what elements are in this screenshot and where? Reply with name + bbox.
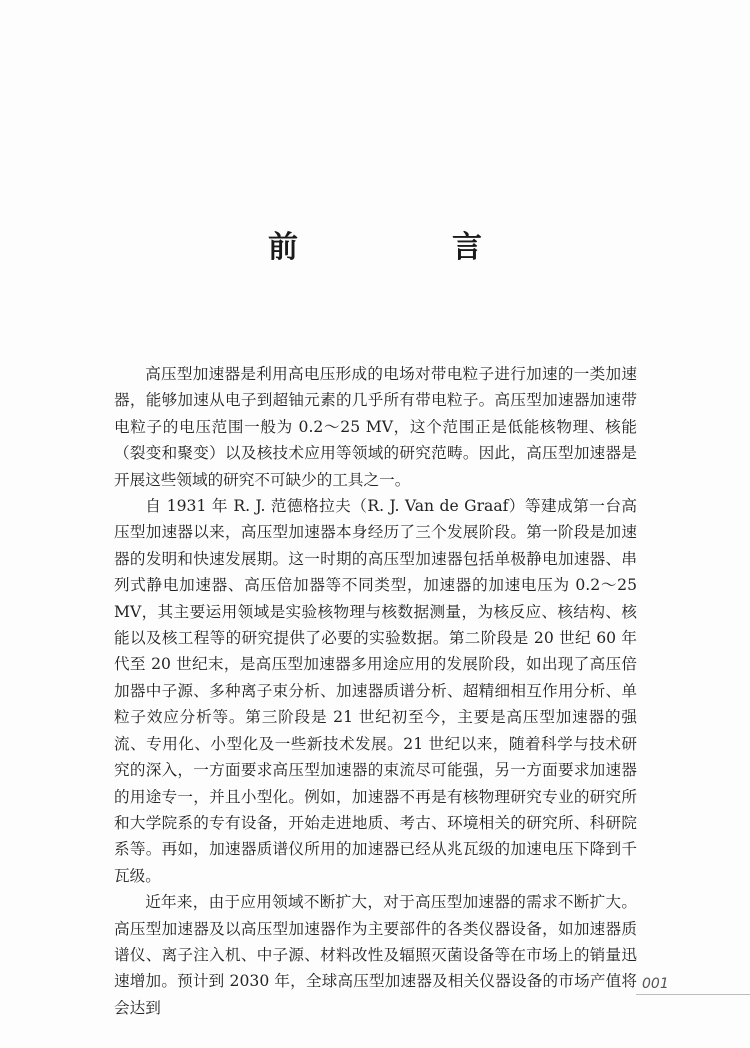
page-title: 前 言 [268, 230, 544, 265]
paragraph: 高压型加速器是利用高电压形成的电场对带电粒子进行加速的一类加速器，能够加速从电子到超铀元素的几乎所有带电粒子。高压型加速器加速带电粒子的电压范围一般为 0.2～25 MV，这个范围正是低能核物理、核能（裂变和聚变）以及核技术应用等领域的研究范畴。因此，高压型加速器是开展这些领域的研究不可缺少的工具之一。 [114, 365, 637, 489]
footer-rule [636, 994, 750, 995]
page-number: 001 [642, 976, 669, 992]
paragraph: 近年来，由于应用领域不断扩大，对于高压型加速器的需求不断扩大。高压型加速器及以高压型加速器作为主要部件的各类仪器设备，如加速器质谱仪、离子注入机、中子源、材料改性及辐照灭菌设备等在市场上的销量迅速增加。预计到 2030 年，全球高压型加速器及相关仪器设备的市场产值将会达到 [114, 893, 637, 1017]
paragraph: 自 1931 年 R. J. 范德格拉夫（R. J. Van de Graaf）等建成第一台高压型加速器以来，高压型加速器本身经历了三个发展阶段。第一阶段是加速器的发明和快速发展期。这一时期的高压型加速器包括单极静电加速器、串列式静电加速器、高压倍加器等不同类型，加速器的加速电压为 0.2～25 MV，其主要运用领域是实验核物理与核数据测量，为核反应、核结构、核能以及核工程等的研究提供了必要的实验数据。第二阶段是 20 世纪 60 年代至 20 世纪末，是高压型加速器多用途应用的发展阶段，如出现了高压倍加器中子源、多种离子束分析、加速器质谱分析、超精细相互作用分析、单粒子效应分析等。第三阶段是 21 世纪初至今，主要是高压型加速器的强流、专用化、小型化及一些新技术发展。21 世纪以来，随着科学与技术研究的深入，一方面要求高压型加速器的束流尽可能强，另一方面要求加速器的用途专一，并且小型化。例如，加速器不再是有核物理研究专业的研究所和大学院系的专有设备，开始走进地质、考古、环境相关的研究所、科研院系等。再如，加速器质谱仪所用的加速器已经从兆瓦级的加速电压下降到千瓦级。 [114, 497, 637, 885]
body-text [114, 361, 637, 1021]
